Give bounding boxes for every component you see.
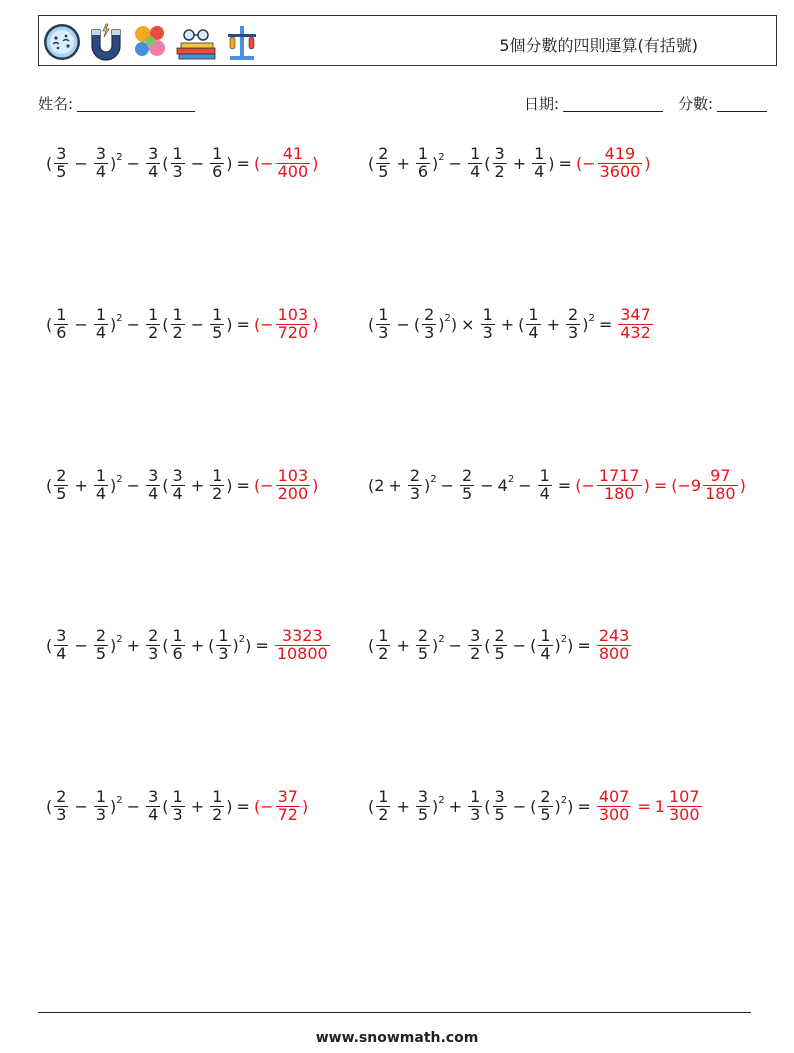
score-blank[interactable] <box>717 95 767 112</box>
footer-divider <box>38 1012 751 1013</box>
answer-6: (− $\frac{1717}{180}$ ) = (−9 $\frac{97}{180}$ ) <box>575 466 746 503</box>
name-field[interactable] <box>38 93 195 114</box>
answer-3: (− $\frac{103}{720}$ ) <box>253 305 319 342</box>
answer-9: (− $\frac{37}{72}$ ) <box>253 787 309 824</box>
answer-1: (− $\frac{41}{400}$ ) <box>253 144 319 181</box>
date-label: 日期: <box>524 95 560 113</box>
problem-3: ( $\frac{1}{6}$ − $\frac{1}{4}$ ) $^2$ − $\frac{1}{2}$ ( $\frac{1}{2}$ − $\frac{1}{5}$ ) = (− $\frac{103}{720}$ ) <box>46 305 319 342</box>
problem-7: ( $\frac{3}{4}$ − $\frac{2}{5}$ ) $^2$ + $\frac{2}{3}$ ( $\frac{1}{6}$ + ( $\frac{1}{3}$ ) $^2$ ) = $\frac{3323}{10800}$ <box>46 628 332 663</box>
problem-5: ( $\frac{2}{5}$ + $\frac{1}{4}$ ) $^2$ − $\frac{3}{4}$ ( $\frac{3}{4}$ + $\frac{1}{2}$ ) = (− $\frac{103}{200}$ ) <box>46 466 319 503</box>
problem-2: ( $\frac{2}{5}$ + $\frac{1}{6}$ ) $^2$ − $\frac{1}{4}$ ( $\frac{3}{2}$ + $\frac{1}{4}$ ) = (− $\frac{419}{3600}$ ) <box>368 144 651 181</box>
problem-8: ( $\frac{1}{2}$ + $\frac{2}{5}$ ) $^2$ − $\frac{3}{2}$ ( $\frac{2}{5}$ − ( $\frac{1}{4}$ ) $^2$ ) = $\frac{243}{800}$ <box>368 628 633 663</box>
answer-7: $\frac{3323}{10800}$ <box>276 626 328 663</box>
header-icons <box>42 20 262 64</box>
score-label: 分數: <box>678 95 714 113</box>
books-glasses-icon <box>174 22 218 62</box>
problem-10: ( $\frac{1}{2}$ + $\frac{3}{5}$ ) $^2$ + $\frac{1}{3}$ ( $\frac{3}{5}$ − ( $\frac{2}{5}$ ) $^2$ ) = $\frac{407}{300}$ = 1 $\frac{107}{300}$ <box>368 789 704 824</box>
answer-5: (− $\frac{103}{200}$ ) <box>253 466 319 503</box>
date-field[interactable] <box>524 93 663 114</box>
test-tube-rack-icon <box>222 22 262 62</box>
problem-9: ( $\frac{2}{3}$ − $\frac{1}{3}$ ) $^2$ − $\frac{3}{4}$ ( $\frac{1}{3}$ + $\frac{1}{2}$ ) = (− $\frac{37}{72}$ ) <box>46 787 309 824</box>
answer-8: $\frac{243}{800}$ <box>598 626 630 663</box>
problem-6: (2 + $\frac{2}{3}$ ) $^2$ − $\frac{2}{5}$ − 4 $^2$ − $\frac{1}{4}$ = (− $\frac{1717}{180}$ ) = (−9 $\frac{97}{180}$ ) <box>368 466 746 503</box>
answer-2: (− $\frac{419}{3600}$ ) <box>575 144 651 181</box>
name-label: 姓名: <box>38 95 74 113</box>
petri-dish-icon <box>42 22 82 62</box>
score-field[interactable] <box>678 93 767 114</box>
molecule-icon <box>130 22 170 62</box>
answer-10: $\frac{407}{300}$ = 1 $\frac{107}{300}$ <box>598 787 700 824</box>
date-blank[interactable] <box>563 95 663 112</box>
worksheet-title: 5個分數的四則運算(有括號) <box>499 36 698 55</box>
worksheet-header <box>38 15 777 66</box>
problem-4: ( $\frac{1}{3}$ − ( $\frac{2}{3}$ ) $^2$ ) × $\frac{1}{3}$ + ( $\frac{1}{4}$ + $\frac{2}{3}$ ) $^2$ = $\frac{347}{432}$ <box>368 307 655 342</box>
name-blank[interactable] <box>77 95 195 112</box>
problem-1: ( $\frac{3}{5}$ − $\frac{3}{4}$ ) $^2$ − $\frac{3}{4}$ ( $\frac{1}{3}$ − $\frac{1}{6}$ ) = (− $\frac{41}{400}$ ) <box>46 144 319 181</box>
answer-4: $\frac{347}{432}$ <box>620 305 651 342</box>
footer-url[interactable]: www.snowmath.com <box>315 1030 479 1046</box>
magnet-icon <box>86 22 126 62</box>
